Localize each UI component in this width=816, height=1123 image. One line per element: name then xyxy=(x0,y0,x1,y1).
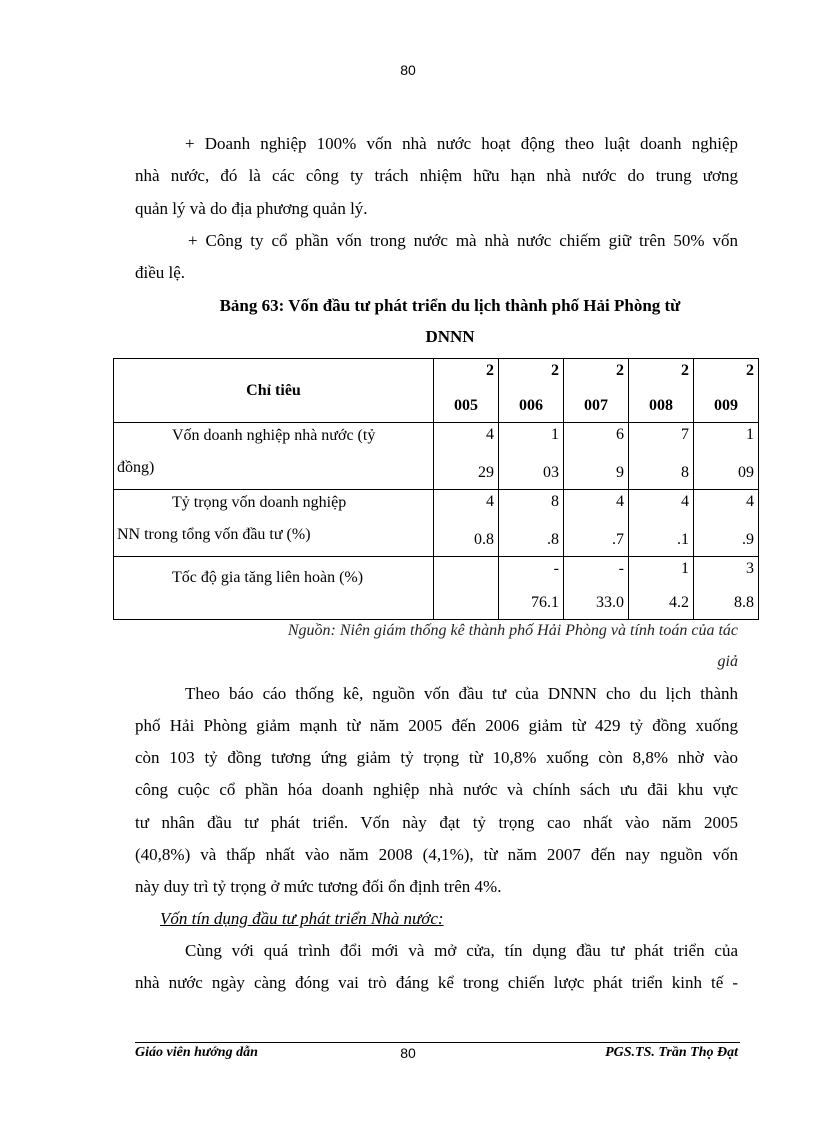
value-bottom: .7 xyxy=(612,531,624,548)
value-cell xyxy=(499,490,564,557)
data-table xyxy=(113,358,759,620)
value-bottom: 4.2 xyxy=(669,594,689,611)
table-row xyxy=(114,557,759,620)
year-top: 2 xyxy=(681,362,689,379)
year-cell-2005 xyxy=(434,359,499,423)
value-bottom: .1 xyxy=(677,531,689,548)
value-top: 1 xyxy=(746,426,754,443)
row-label-line2: NN trong tổng vốn đầu tư (%) xyxy=(117,526,311,543)
table-header-row xyxy=(114,359,759,423)
year-cell-2007 xyxy=(564,359,629,423)
value-cell xyxy=(694,557,759,620)
value-top: 4 xyxy=(486,493,494,510)
value-top: 1 xyxy=(681,560,689,577)
value-bottom: .8 xyxy=(547,531,559,548)
value-cell xyxy=(629,557,694,620)
year-bottom: 007 xyxy=(584,397,608,414)
value-top: - xyxy=(618,560,624,577)
header-label-cell xyxy=(114,359,434,423)
value-cell xyxy=(694,423,759,490)
para3-line3: còn 103 tỷ đồng tương ứng giảm tỷ trọng từ 10,8% xuống còn 8,8% nhờ vào xyxy=(135,748,738,767)
value-bottom: 8.8 xyxy=(734,594,754,611)
value-bottom: 0.8 xyxy=(474,531,494,548)
section-subheading: Vốn tín dụng đầu tư phát triển Nhà nước: xyxy=(160,909,444,928)
year-top: 2 xyxy=(746,362,754,379)
para3-line6: (40,8%) và thấp nhất vào năm 2008 (4,1%), từ năm 2007 đến nay nguồn vốn xyxy=(135,845,738,864)
row-label-cell xyxy=(114,490,434,557)
table-caption-line1: Bảng 63: Vốn đầu tư phát triển du lịch thành phố Hải Phòng từ xyxy=(219,296,681,315)
row-label-line1: Tốc độ gia tăng liên hoàn (%) xyxy=(172,569,364,586)
year-top: 2 xyxy=(551,362,559,379)
value-top: 4 xyxy=(746,493,754,510)
value-bottom: 8 xyxy=(681,464,689,481)
value-top: 3 xyxy=(746,560,754,577)
year-cell-2006 xyxy=(499,359,564,423)
table-source-line1: Nguồn: Niên giám thống kê thành phố Hải Phòng và tính toán của tác xyxy=(287,622,738,639)
row-label-line1: Vốn doanh nghiệp nhà nước (tỷ xyxy=(172,427,376,444)
value-top: 1 xyxy=(551,426,559,443)
year-bottom: 008 xyxy=(649,397,673,414)
year-top: 2 xyxy=(486,362,494,379)
year-bottom: 005 xyxy=(454,397,478,414)
footer-page-number: 80 xyxy=(400,1045,416,1061)
para4-line1: Cùng với quá trình đổi mới và mở cửa, tín dụng đầu tư phát triển của xyxy=(185,941,738,960)
value-top: 6 xyxy=(616,426,624,443)
year-bottom: 009 xyxy=(714,397,738,414)
value-bottom: 76.1 xyxy=(531,594,559,611)
value-top: 4 xyxy=(486,426,494,443)
value-cell xyxy=(564,423,629,490)
value-top: 4 xyxy=(681,493,689,510)
value-bottom: 29 xyxy=(478,464,494,481)
value-top: 4 xyxy=(616,493,624,510)
value-cell xyxy=(434,557,499,620)
value-cell xyxy=(499,557,564,620)
header-label: Chỉ tiêu xyxy=(246,381,301,399)
row-label-cell xyxy=(114,423,434,490)
value-cell xyxy=(564,557,629,620)
value-bottom: .9 xyxy=(742,531,754,548)
para3-line7: này duy trì tỷ trọng ở mức tương đối ổn định trên 4%. xyxy=(135,877,502,896)
page-number: 80 xyxy=(400,62,416,78)
value-top: 7 xyxy=(681,426,689,443)
year-cell-2009 xyxy=(694,359,759,423)
value-bottom: 9 xyxy=(616,464,624,481)
value-cell xyxy=(434,490,499,557)
footer-advisor-label: Giáo viên hướng dẫn xyxy=(135,1045,258,1060)
row-label-cell xyxy=(114,557,434,620)
year-bottom: 006 xyxy=(519,397,543,414)
para1-line1: + Doanh nghiệp 100% vốn nhà nước hoạt động theo luật doanh nghiệp xyxy=(185,134,738,153)
para3-line5: tư nhân đầu tư phát triển. Vốn này đạt tỷ trọng cao nhất vào năm 2005 xyxy=(135,813,738,832)
year-cell-2008 xyxy=(629,359,694,423)
para2-line1: + Công ty cổ phần vốn trong nước mà nhà nước chiếm giữ trên 50% vốn xyxy=(188,231,738,250)
table-row xyxy=(114,423,759,490)
value-cell xyxy=(629,490,694,557)
table-row xyxy=(114,490,759,557)
table-caption-line2: DNNN xyxy=(425,327,475,346)
value-bottom: 09 xyxy=(738,464,754,481)
value-bottom: 33.0 xyxy=(596,594,624,611)
footer-advisor-name: PGS.TS. Trần Thọ Đạt xyxy=(605,1045,738,1060)
para3-line2: phố Hải Phòng giảm mạnh từ năm 2005 đến 2006 giảm từ 429 tỷ đồng xuống xyxy=(135,716,738,735)
row-label-line1: Tỷ trọng vốn doanh nghiệp xyxy=(172,494,347,511)
para2-line2: điều lệ. xyxy=(135,263,186,282)
value-cell xyxy=(629,423,694,490)
para1-line2: nhà nước, đó là các công ty trách nhiệm hữu hạn nhà nước do trung ương xyxy=(135,166,738,185)
value-cell xyxy=(694,490,759,557)
value-cell xyxy=(434,423,499,490)
para1-line3: quản lý và do địa phương quản lý. xyxy=(135,199,368,218)
footer-divider xyxy=(135,1042,740,1043)
value-top: - xyxy=(553,560,559,577)
para3-line4: công cuộc cổ phần hóa doanh nghiệp nhà nước và chính sách ưu đãi khu vực xyxy=(135,780,738,799)
para4-line2: nhà nước ngày càng đóng vai trò đáng kể trong chiến lược phát triển kinh tế - xyxy=(135,973,738,992)
row-label-line2: đồng) xyxy=(117,459,155,476)
value-cell xyxy=(499,423,564,490)
value-bottom: 03 xyxy=(543,464,559,481)
year-top: 2 xyxy=(616,362,624,379)
value-cell xyxy=(564,490,629,557)
value-top: 8 xyxy=(551,493,559,510)
para3-line1: Theo báo cáo thống kê, nguồn vốn đầu tư của DNNN cho du lịch thành xyxy=(185,684,738,703)
table-source-line2: giả xyxy=(717,653,738,670)
